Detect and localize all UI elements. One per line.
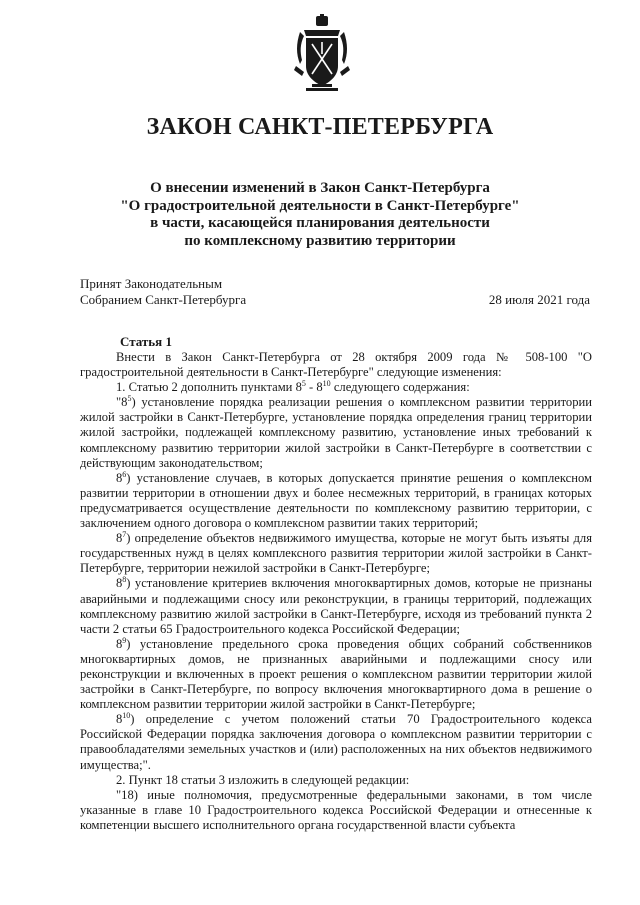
adoption-line: Собранием Санкт-Петербурга	[80, 292, 247, 307]
amendment-item-1: 1. Статью 2 дополнить пунктами $8^5 - 8^{10}$ следующего содержания:	[116, 379, 470, 395]
law-title: ЗАКОН САНКТ-ПЕТЕРБУРГА	[146, 114, 494, 140]
law-subtitle	[0, 180, 640, 250]
law-point: $8^9$) установление предельного срока проведения общих собраний собственников многоквартирных домов, не признанных аварийными и подлежащими сносу или реконструкции и включенных в проект решения о комплексном развитии территории жилой застройки в Санкт-Петербурге, по вопросу включения многоквартирного дома в решение о комплексном развитии территории жилой застройки в Санкт-Петербурге;	[80, 635, 592, 712]
adoption-note	[80, 276, 246, 308]
subtitle-line: по комплексному развитию территории	[184, 232, 456, 249]
law-point: $8^{10}$) определение с учетом положений статьи 70 Градостроительного кодекса Российской Федерации порядка заключения договора о комплексном развитии территории с правообладателями земельных участков и (или) расположенных на них объектов недвижимого имущества;".	[80, 711, 592, 772]
amendment-item-2: 2. Пункт 18 статьи 3 изложить в следующей редакции:	[116, 772, 410, 787]
amendment-item-2-text: "18) иные полномочия, предусмотренные федеральными законами, в том числе указанные в главе 10 Градостроительного кодекса Российской Федерации и отнесенные к компетенции высшего исполнительного органа государственной власти субъекта	[80, 787, 592, 832]
subtitle-line: "О градостроительной деятельности в Санкт-Петербурге"	[120, 197, 520, 214]
law-point: $8^7$) определение объектов недвижимого имущества, которые не могут быть изъяты для государственных нужд в целях комплексного развития территории жилой застройки в Санкт-Петербурге, территории нежилой застройки в Санкт-Петербурге;	[80, 529, 592, 576]
subtitle-line: О внесении изменений в Закон Санкт-Петербурга	[150, 180, 490, 196]
article-body	[80, 350, 592, 833]
adoption-line: Принят Законодательным	[80, 276, 223, 291]
law-point: $8^8$) установление критериев включения многоквартирных домов, которые не признаны аварийными и подлежащими сносу или реконструкции, в границы территорий, подлежащих комплексному развитию жилой застройки в Санкт-Петербурге, исходя из требований пункта 2 части 2 статьи 65 Градостроительного кодекса Российской Федерации;	[80, 575, 592, 636]
article-heading: Статья 1	[120, 334, 172, 349]
law-point: "$8^5$) установление порядка реализации решения о комплексном развитии территории жилой застройки в Санкт-Петербурге, установление порядка определения границ территории жилой застройки, подлежащей комплексному развитию, установление иных требований к комплексному развитию территории жилой застройки в Санкт-Петербурге в соответствии с действующим законодательством;	[80, 394, 592, 470]
adoption-date: 28 июля 2021 года	[488, 292, 590, 307]
subtitle-line: в части, касающейся планирования деятельности	[150, 215, 490, 231]
article-intro: Внести в Закон Санкт-Петербурга от 28 октября 2009 года № 508-100 "О градостроительной деятельности в Санкт-Петербурге" следующие изменения:	[80, 350, 592, 380]
coat-of-arms-icon	[294, 14, 350, 94]
law-point: $8^6$) установление случаев, в которых допускается принятие решения о комплексном развитии территории в отношении двух и более несмежных территорий, в границах которых предусматривается осуществление деятельности по комплексному развитию территории, с заключением одного договора о комплексном развитии таких территорий;	[80, 469, 592, 531]
